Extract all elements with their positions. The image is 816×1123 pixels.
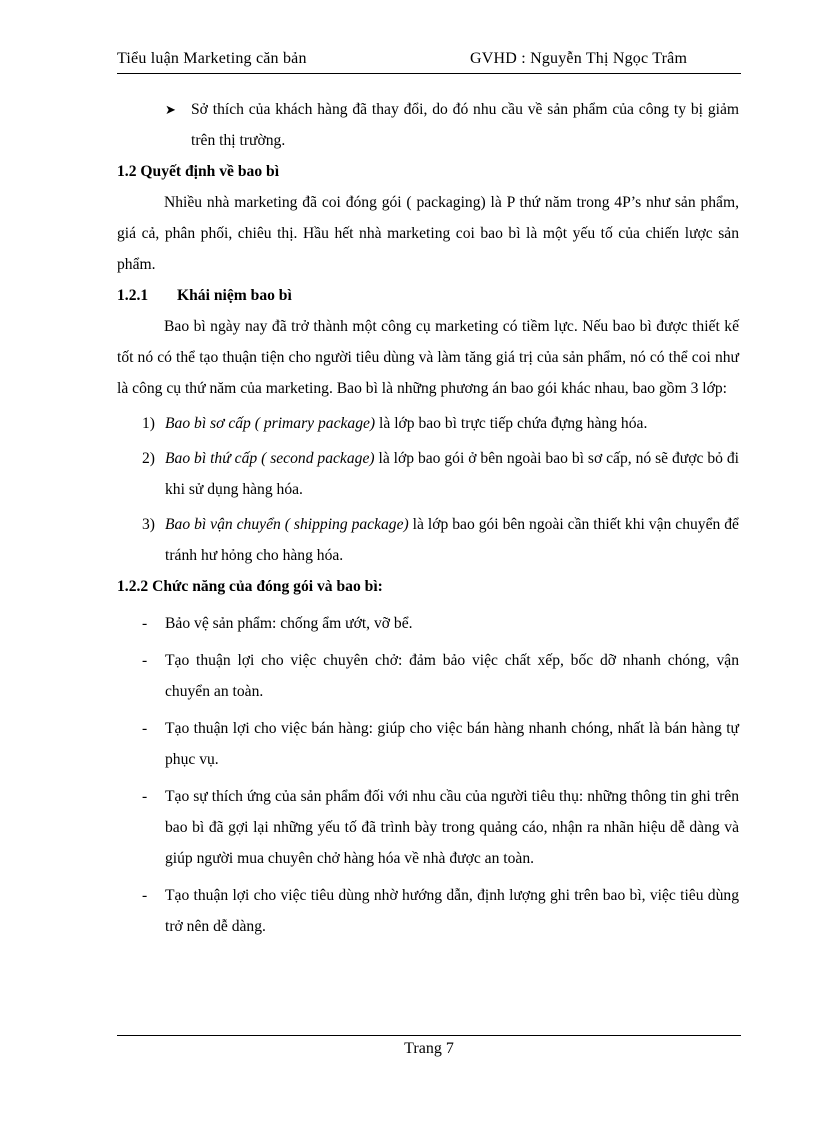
bullet-text: Sở thích của khách hàng đã thay đổi, do đó nhu cầu về sản phẩm của công ty bị giảm trên thị trường. xyxy=(191,101,739,149)
dash-text: Tạo thuận lợi cho việc chuyên chở: đảm bảo việc chất xếp, bốc dỡ nhanh chóng, vận chuyển an toàn. xyxy=(165,652,739,700)
item-term: Bao bì sơ cấp ( primary package) xyxy=(165,415,376,432)
page-number: Trang 7 xyxy=(404,1040,454,1057)
dash-list-item xyxy=(117,713,739,775)
numbered-item xyxy=(142,443,739,505)
item-description: là lớp bao bì trực tiếp chứa đựng hàng hóa. xyxy=(375,415,648,432)
footer-rule xyxy=(117,1035,741,1036)
numbered-item xyxy=(142,509,739,571)
arrow-bullet-icon: ➤ xyxy=(165,102,176,117)
item-number: 3) xyxy=(142,516,155,533)
dash-text: Tạo sự thích ứng của sản phẩm đối với nhu cầu của người tiêu thụ: những thông tin ghi trên bao bì đã gợi lại những yếu tố đã trình bày trong quảng cáo, nhận ra nhãn hiệu dễ dàng và giúp người mua chuyên chở hàng hóa về nhà được an toàn. xyxy=(165,788,739,867)
paragraph: Bao bì ngày nay đã trở thành một công cụ marketing có tiềm lực. Nếu bao bì được thiết kế tốt nó có thể tạo thuận tiện cho người tiêu dùng và làm tăng giá trị của sản phẩm, nó có thể coi như là công cụ thứ năm của marketing. Bao bì là những phương án bao gói khác nhau, bao gồm 3 lớp: xyxy=(117,318,739,397)
bullet-item xyxy=(165,94,739,156)
dash-list-item xyxy=(117,781,739,874)
paragraph: Nhiều nhà marketing đã coi đóng gói ( packaging) là P thứ năm trong 4P’s như sản phẩm, giá cả, phân phối, chiêu thị. Hầu hết nhà marketing coi bao bì là một yếu tố của chiến lược sản phẩm. xyxy=(117,194,739,273)
dash-list-item xyxy=(117,645,739,707)
section-heading: 1.2 Quyết định về bao bì xyxy=(117,163,280,180)
item-number: 2) xyxy=(142,450,155,467)
item-description: là lớp bao gói ở bên ngoài bao bì sơ cấp, nó sẽ được bỏ đi khi sử dụng hàng hóa. xyxy=(165,450,739,498)
dash-marker: - xyxy=(142,652,148,669)
subsection-title: Khái niệm bao bì xyxy=(177,287,292,304)
item-term: Bao bì thứ cấp ( second package) xyxy=(165,450,375,467)
dash-marker: - xyxy=(142,788,148,805)
item-number: 1) xyxy=(142,415,155,432)
dash-marker: - xyxy=(142,615,148,632)
item-text xyxy=(165,509,739,571)
dash-list-item xyxy=(117,608,739,639)
dash-marker: - xyxy=(142,887,148,904)
dash-text: Bảo vệ sản phẩm: chống ẩm ướt, vỡ bể. xyxy=(165,615,413,632)
dash-text: Tạo thuận lợi cho việc bán hàng: giúp cho việc bán hàng nhanh chóng, nhất là bán hàng tự phục vụ. xyxy=(165,720,739,768)
item-text xyxy=(165,408,739,439)
item-description: là lớp bao gói bên ngoài cần thiết khi vận chuyển để tránh hư hỏng cho hàng hóa. xyxy=(165,516,739,564)
header-rule xyxy=(117,73,741,74)
item-text xyxy=(165,443,739,505)
dash-list-item xyxy=(117,880,739,942)
page-body xyxy=(117,94,739,942)
subsection-number: 1.2.1 xyxy=(117,287,149,304)
header-advisor: GVHD : Nguyễn Thị Ngọc Trâm xyxy=(470,50,688,67)
item-term: Bao bì vận chuyển ( shipping package) xyxy=(165,516,409,533)
numbered-item xyxy=(142,408,739,439)
header-title: Tiểu luận Marketing căn bản xyxy=(117,50,307,67)
subsection-heading xyxy=(117,280,739,311)
dash-text: Tạo thuận lợi cho việc tiêu dùng nhờ hướng dẫn, định lượng ghi trên bao bì, việc tiêu dùng trở nên dễ dàng. xyxy=(165,887,739,935)
subsection-heading: 1.2.2 Chức năng của đóng gói và bao bì: xyxy=(117,578,383,595)
dash-marker: - xyxy=(142,720,148,737)
